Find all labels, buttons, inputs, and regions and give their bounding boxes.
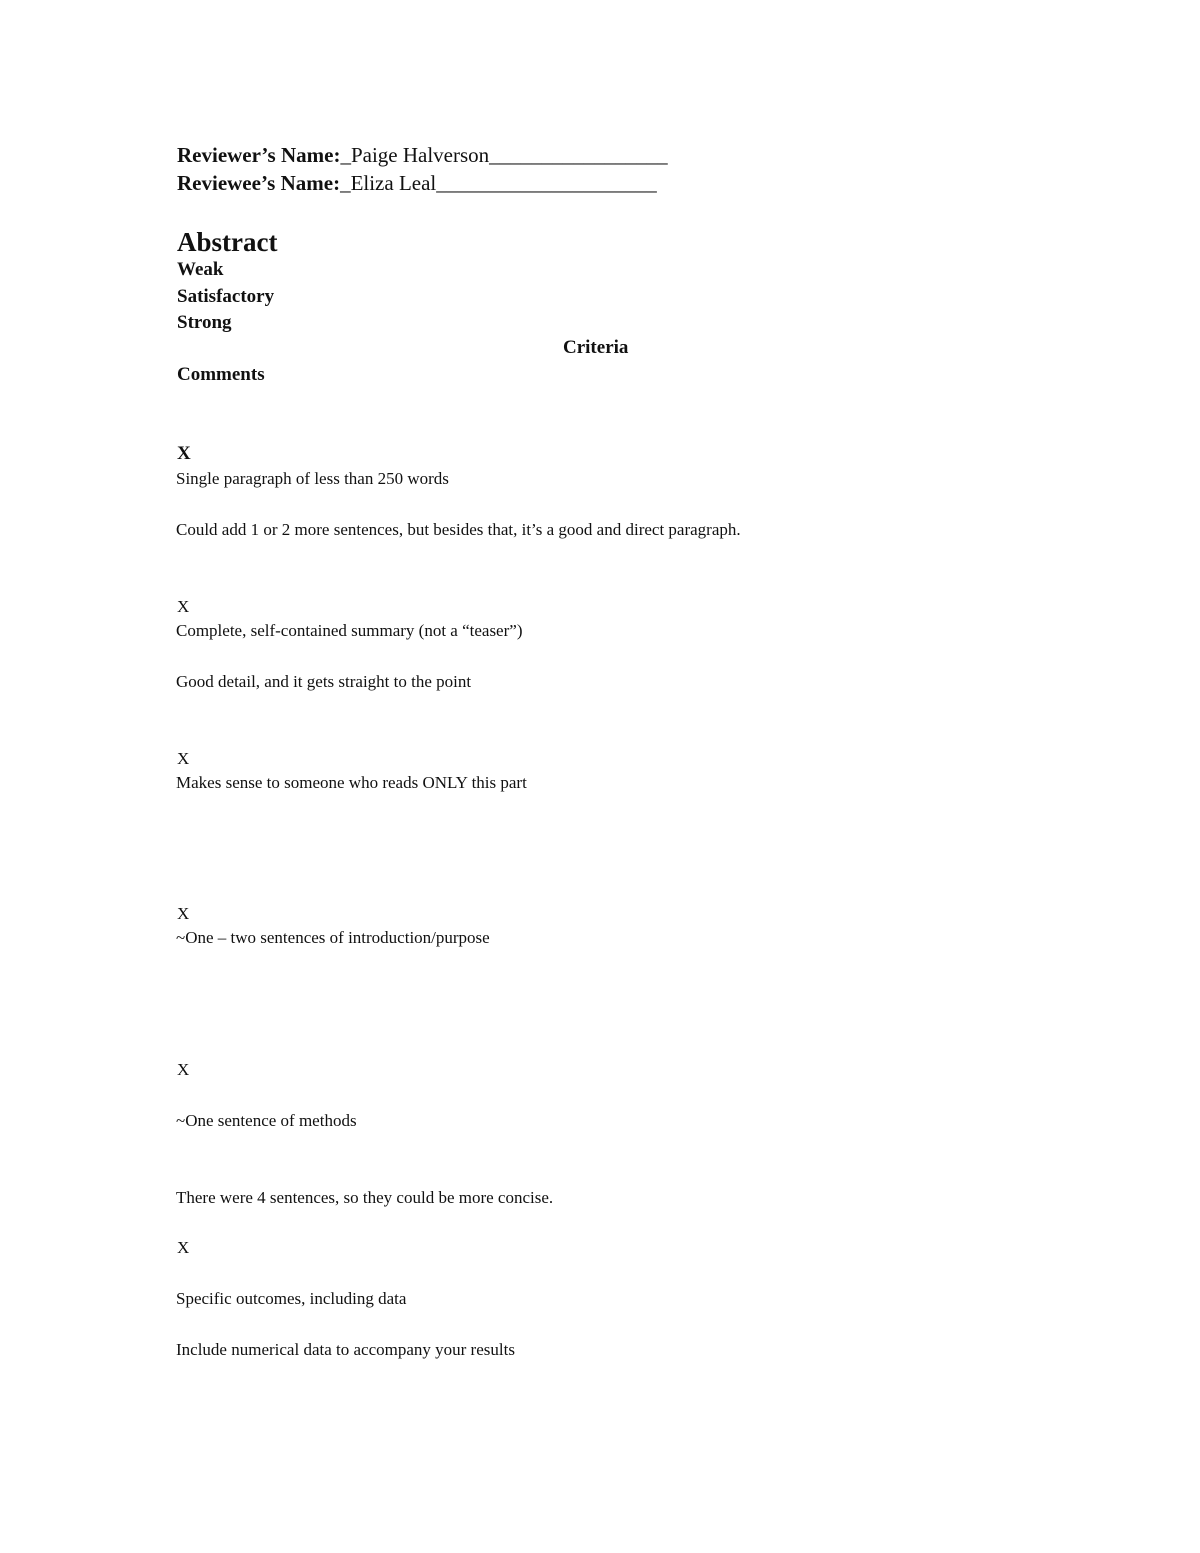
row-2-comment: Good detail, and it gets straight to the point [176, 672, 472, 691]
reviewer-name-value: _Paige Halverson_________________ [340, 143, 668, 167]
row-2-criterion: Complete, self-contained summary (not a “teaser”) [176, 621, 523, 640]
row-5-mark: X [177, 1060, 190, 1079]
row-4-criterion: ~One – two sentences of introduction/purpose [176, 928, 490, 947]
column-weak: Weak [177, 259, 224, 280]
reviewer-name-line [177, 145, 668, 166]
reviewee-name-value: _Eliza Leal_____________________ [340, 171, 657, 195]
row-3-mark: X [177, 749, 190, 768]
column-criteria: Criteria [563, 337, 629, 358]
row-2-mark: X [177, 597, 190, 616]
row-3-criterion: Makes sense to someone who reads ONLY this part [176, 773, 527, 792]
column-comments: Comments [177, 364, 265, 385]
row-5-comment: There were 4 sentences, so they could be more concise. [176, 1188, 554, 1207]
column-strong: Strong [177, 312, 232, 333]
row-6-comment: Include numerical data to accompany your results [176, 1340, 515, 1359]
row-4-mark: X [177, 904, 190, 923]
row-1-criterion: Single paragraph of less than 250 words [176, 469, 449, 488]
row-1-comment: Could add 1 or 2 more sentences, but besides that, it’s a good and direct paragraph. [176, 520, 741, 539]
row-6-criterion: Specific outcomes, including data [176, 1289, 407, 1308]
row-6-mark: X [177, 1238, 190, 1257]
row-5-criterion: ~One sentence of methods [176, 1111, 357, 1130]
section-title: Abstract [177, 227, 278, 257]
reviewee-name-label: Reviewee’s Name: [177, 171, 341, 195]
reviewee-name-line [177, 173, 657, 194]
row-1-mark: X [177, 443, 191, 464]
column-satisfactory: Satisfactory [177, 286, 275, 307]
reviewer-name-label: Reviewer’s Name: [177, 143, 341, 167]
